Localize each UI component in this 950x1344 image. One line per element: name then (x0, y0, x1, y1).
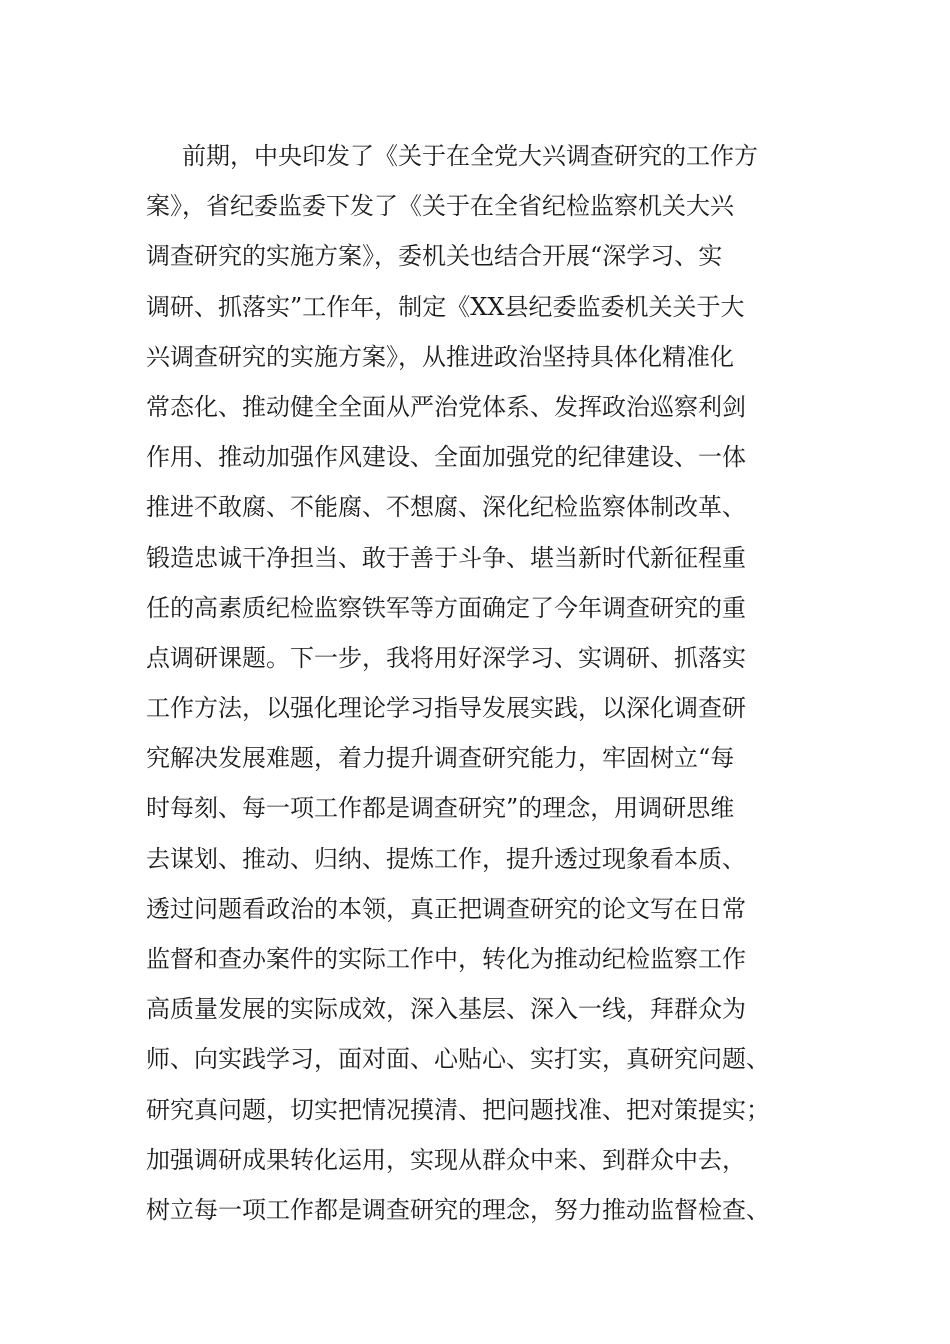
paragraph-line-2: 案》，省纪委监委下发了《关于在全省纪检监察机关大兴 (146, 192, 734, 221)
paragraph-line-11: 点调研课题。下一步，我将用好深学习、实调研、抓落实 (146, 643, 746, 672)
paragraph-line-9: 锻造忠诚干净担当、敢于善于斗争、堪当新时代新征程重 (146, 543, 746, 572)
paragraph-line-17: 监督和查办案件的实际工作中，转化为推动纪检监察工作 (146, 945, 746, 973)
paragraph-line-3: 调查研究的实施方案》，委机关也结合开展“深学习、实 (146, 242, 723, 271)
paragraph-line-5: 兴调查研究的实施方案》，从推进政治坚持具体化精准化 (146, 342, 734, 371)
paragraph-line-12: 工作方法，以强化理论学习指导发展实践，以深化调查研 (146, 694, 746, 723)
paragraph-line-20: 研究真问题，切实把情况摸清、把问题找准、把对策提实； (146, 1095, 770, 1124)
paragraph-line-7: 作用、推动加强作风建设、全面加强党的纪律建设、一体 (146, 443, 746, 472)
paragraph-line-21: 加强调研成果转化运用，实现从群众中来、到群众中去， (146, 1145, 746, 1174)
paragraph-line-14: 时每刻、每一项工作都是调查研究”的理念，用调研思维 (146, 794, 735, 823)
paragraph-line-19: 师、向实践学习，面对面、心贴心、实打实，真研究问题、 (146, 1045, 770, 1074)
paragraph-line-13: 究解决发展难题，着力提升调查研究能力，牢固树立“每 (146, 744, 735, 773)
paragraph-line-6: 常态化、推动健全全面从严治党体系、发挥政治巡察利剑 (146, 392, 746, 421)
paragraph-line-15: 去谋划、推动、归纳、提炼工作，提升透过现象看本质、 (146, 844, 746, 873)
body-paragraph (146, 131, 846, 1235)
paragraph-line-10: 任的高素质纪检监察铁军等方面确定了今年调查研究的重 (146, 593, 746, 622)
paragraph-line-18: 高质量发展的实际成效，深入基层、深入一线，拜群众为 (146, 995, 746, 1024)
paragraph-line-8: 推进不敢腐、不能腐、不想腐、深化纪检监察体制改革、 (146, 493, 746, 522)
paragraph-line-4: 调研、抓落实”工作年，制定《XX县纪委监委机关关于大 (146, 292, 745, 321)
paragraph-line-16: 透过问题看政治的本领，真正把调查研究的论文写在日常 (146, 894, 746, 923)
paragraph-line-22: 树立每一项工作都是调查研究的理念，努力推动监督检查、 (146, 1195, 770, 1224)
paragraph-line-1: 前期，中央印发了《关于在全党大兴调查研究的工作方 (182, 142, 758, 170)
